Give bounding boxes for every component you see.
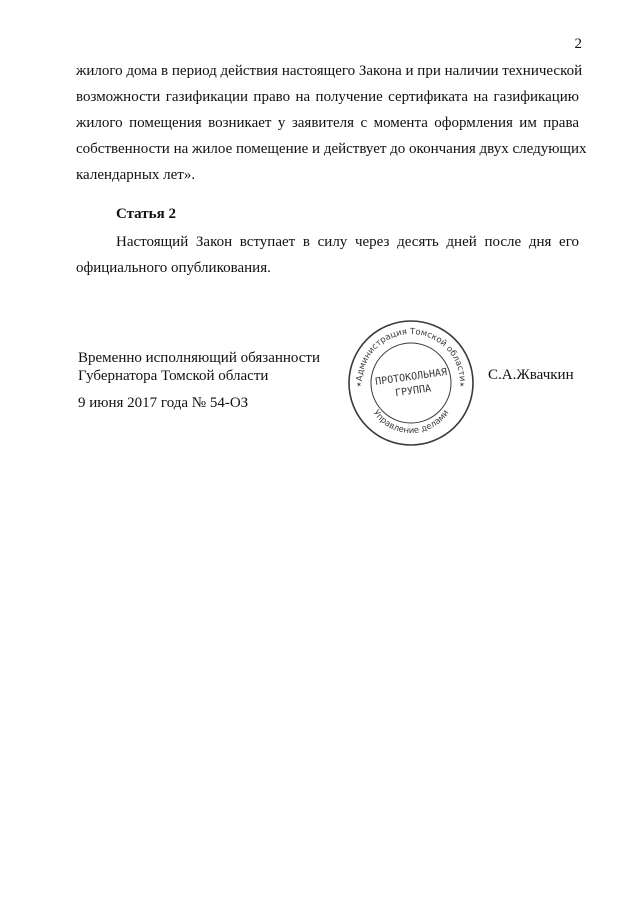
- paragraph-line: жилого помещения возникает у заявителя с момента оформления им права: [76, 115, 579, 131]
- seal-outer-top-text: Администрация Томской области: [354, 326, 468, 382]
- position-line: Временно исполняющий обязанности: [78, 350, 321, 366]
- svg-text:✶: ✶: [459, 381, 465, 389]
- svg-text:✶: ✶: [356, 381, 362, 389]
- article-text: [76, 230, 579, 282]
- law-date-number: 9 июня 2017 года № 54-ОЗ: [78, 395, 249, 411]
- seal-outer-bottom-text: Управление делами: [370, 408, 452, 437]
- signatory-position: [78, 349, 320, 385]
- article-heading: Статья 2: [116, 206, 176, 222]
- paragraph-line: возможности газификации право на получение сертификата на газификацию: [76, 89, 579, 105]
- position-line: Губернатора Томской области: [78, 368, 269, 384]
- article-line: Настоящий Закон вступает в силу через десять дней после дня его: [116, 234, 579, 250]
- seal-center-line2: ГРУППА: [394, 383, 432, 400]
- seal-center-line1: ПРОТОКОЛЬНАЯ: [374, 366, 448, 388]
- continued-paragraph: [76, 58, 587, 188]
- official-seal-icon: [346, 318, 476, 448]
- article-line: официального опубликования.: [76, 260, 271, 276]
- paragraph-line: собственности на жилое помещение и действует до окончания двух следующих: [76, 141, 587, 157]
- paragraph-line: жилого дома в период действия настоящего Закона и при наличии технической: [76, 63, 583, 79]
- page-number: 2: [574, 36, 582, 52]
- signatory-name: С.А.Жвачкин: [488, 367, 574, 383]
- paragraph-line: календарных лет».: [76, 167, 196, 183]
- svg-text:Управление делами: [371, 408, 452, 436]
